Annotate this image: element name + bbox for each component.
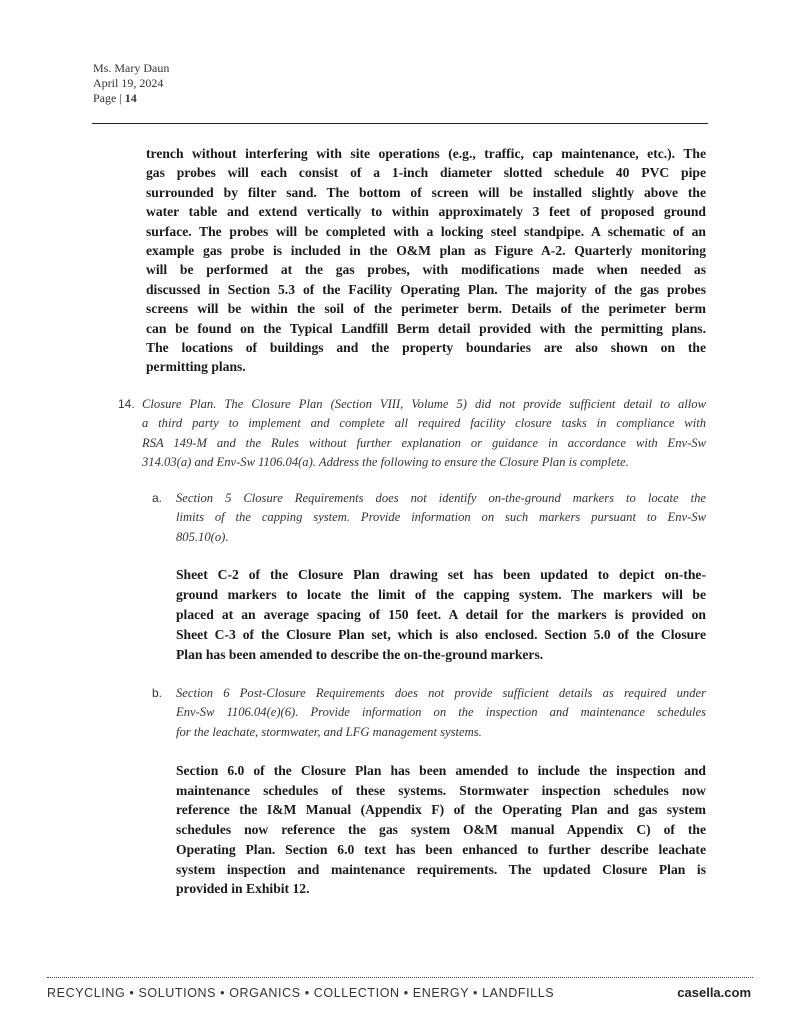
comment-line: Env-Sw 1106.04(e)(6). Provide information on the inspection and maintenance schedules <box>176 705 706 720</box>
response-line: ground markers to locate the limit of the capping system. The markers will be <box>176 586 706 602</box>
footer-tagline: RECYCLING • SOLUTIONS • ORGANICS • COLLECTION • ENERGY • LANDFILLS <box>47 986 555 1000</box>
response-line: Plan has been amended to describe the on-the-ground markers. <box>176 646 544 662</box>
footer-website: casella.com <box>677 985 751 1000</box>
paragraph-line: permitting plans. <box>146 359 246 375</box>
page-indicator: Page | 14 <box>93 91 137 105</box>
response-line: schedules now reference the gas system O&M manual Appendix C) of the <box>176 822 706 838</box>
header-divider <box>92 123 708 124</box>
response-line: system inspection and maintenance requirements. The updated Closure Plan is <box>176 861 706 877</box>
response-line: provided in Exhibit 12. <box>176 881 310 897</box>
comment-line: Section 6 Post-Closure Requirements does not provide sufficient details as required under <box>176 686 706 700</box>
recipient: Ms. Mary Daun <box>93 61 170 75</box>
response-line: placed at an average spacing of 150 feet. A detail for the markers is provided on <box>176 606 706 622</box>
response-line: Operating Plan. Section 6.0 text has been enhanced to further describe leachate <box>176 841 706 857</box>
comment-line: Section 5 Closure Requirements does not identify on-the-ground markers to locate the <box>176 491 706 505</box>
comment-line: 805.10(o). <box>176 529 229 544</box>
paragraph-line: gas probes will each consist of a 1-inch diameter slotted schedule 40 PVC pipe <box>146 165 706 181</box>
comment-line: a third party to implement and complete all required facility closure tasks in compliance with <box>142 416 706 431</box>
comment-line: for the leachate, stormwater, and LFG management systems. <box>176 724 482 739</box>
paragraph-line: The locations of buildings and the property boundaries are also shown on the <box>146 340 706 355</box>
footer-divider <box>47 977 753 978</box>
paragraph-line: water table and extend vertically to within approximately 3 feet of proposed ground <box>146 204 706 220</box>
date: April 19, 2024 <box>93 76 164 90</box>
list-letter: a. <box>152 491 163 505</box>
comment-line: Closure Plan. The Closure Plan (Section VIII, Volume 5) did not provide sufficient detail to allow <box>142 397 706 411</box>
response-line: maintenance schedules of these systems. Stormwater inspection schedules now <box>176 782 706 798</box>
paragraph-line: discussed in Section 5.3 of the Facility Operating Plan. The majority of the gas probes <box>146 281 706 297</box>
paragraph-line: trench without interfering with site operations (e.g., traffic, cap maintenance, etc.). The <box>146 146 706 161</box>
comment-line: limits of the capping system. Provide information on such markers pursuant to Env-Sw <box>176 510 706 525</box>
response-line: Sheet C-2 of the Closure Plan drawing set has been updated to depict on-the- <box>176 567 706 582</box>
list-number: 14. <box>118 397 135 411</box>
response-line: Section 6.0 of the Closure Plan has been amended to include the inspection and <box>176 763 706 778</box>
paragraph-line: surrounded by filter sand. The bottom of screen will be installed slightly above the <box>146 184 706 200</box>
paragraph-line: surface. The probes will be completed with a locking steel standpipe. A schematic of an <box>146 223 706 239</box>
response-line: reference the I&M Manual (Appendix F) of the Operating Plan and gas system <box>176 802 706 818</box>
comment-line: 314.03(a) and Env-Sw 1106.04(a). Address the following to ensure the Closure Plan is complete. <box>142 455 629 470</box>
comment-line: RSA 149-M and the Rules without further explanation or guidance in accordance with Env-Sw <box>142 435 706 450</box>
list-letter: b. <box>152 686 163 700</box>
response-line: Sheet C-3 of the Closure Plan set, which is also enclosed. Section 5.0 of the Closure <box>176 626 706 642</box>
paragraph-line: example gas probe is included in the O&M plan as Figure A-2. Quarterly monitoring <box>146 243 706 258</box>
paragraph-line: can be found on the Typical Landfill Berm detail provided with the permitting plans. <box>146 320 706 336</box>
paragraph-line: screens will be within the soil of the perimeter berm. Details of the perimeter berm <box>146 301 706 317</box>
letter-header <box>93 61 169 106</box>
paragraph-line: will be performed at the gas probes, with modifications made when needed as <box>146 262 706 278</box>
page-number: 14 <box>124 91 137 105</box>
